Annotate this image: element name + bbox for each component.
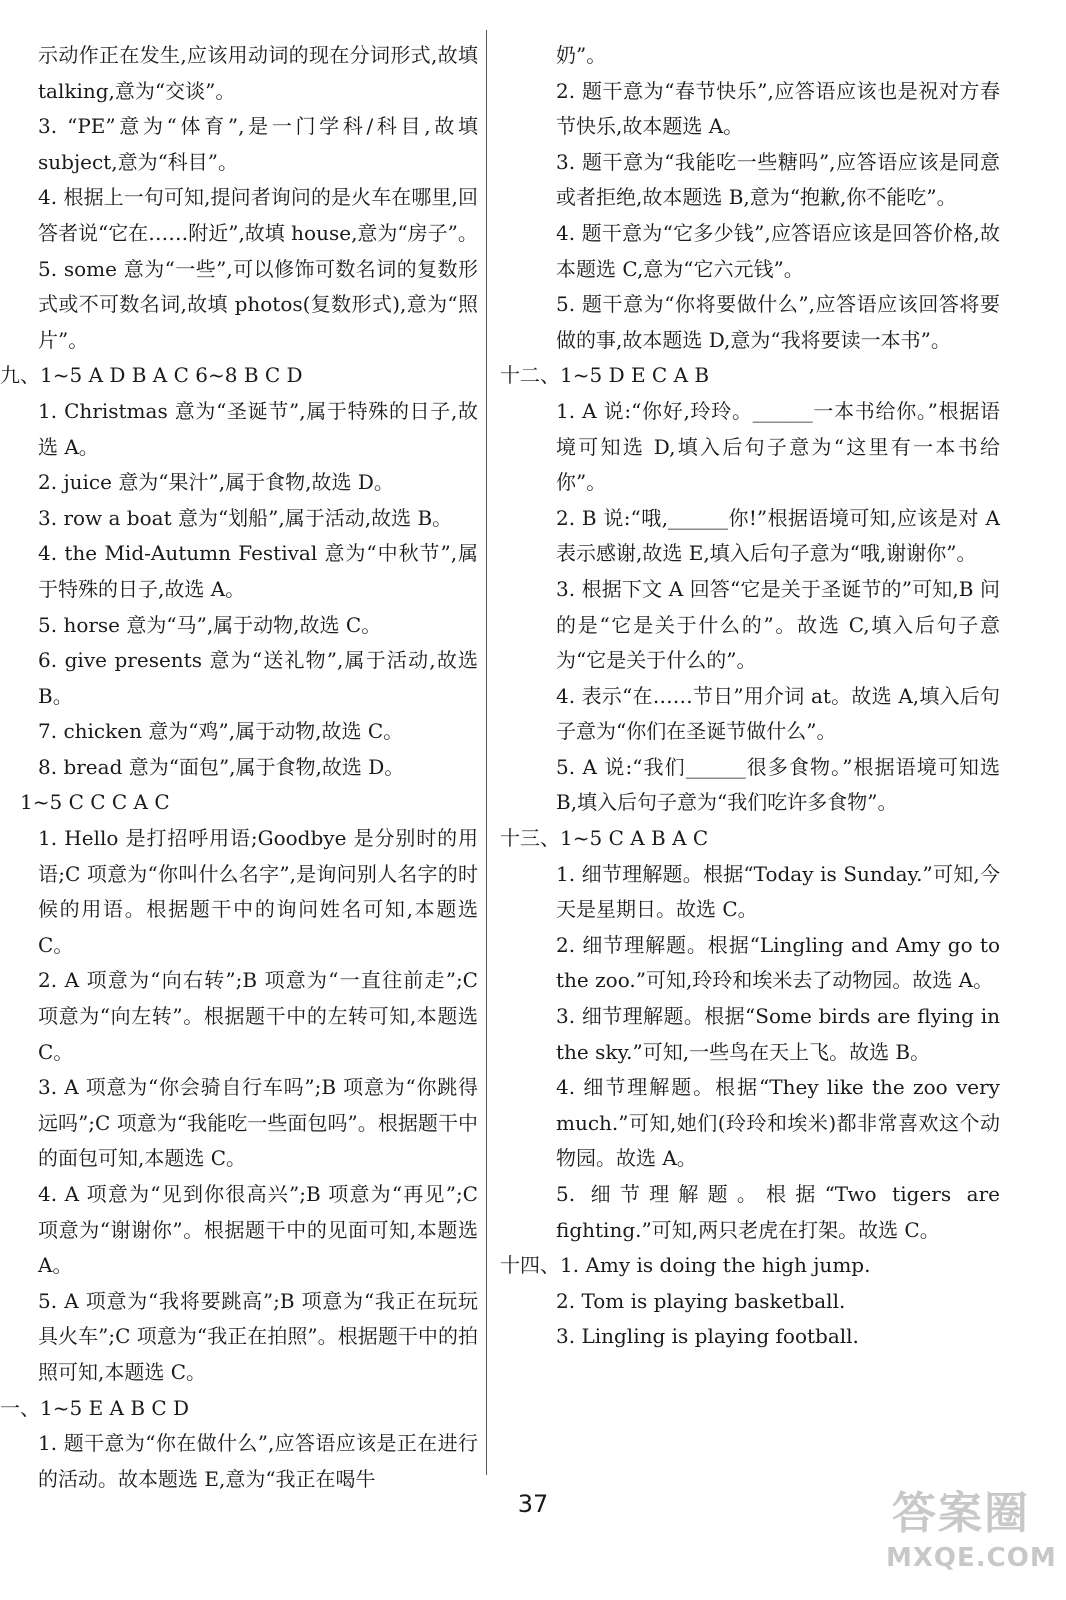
answer-paragraph: 4. 根据上一句可知,提问者询问的是火车在哪里,回答者说“它在……附近”,故填 house,意为“房子”。 [38,185,478,245]
answer-paragraph: 1. 细节理解题。根据“Today is Sunday.”可知,今天是星期日。故选 C。 [556,861,1000,922]
answer-paragraph: 3. 根据下文 A 回答“它是关于圣诞节的”可知,B 问的是“它是关于什么的”。故选 C,填入后句子意为“它是关于什么的”。 [556,576,1000,673]
answer-paragraph: 2. 细节理解题。根据“Lingling and Amy go to the zoo.”可知,玲玲和埃米去了动物园。故选 A。 [556,932,1000,993]
answer-paragraph: 2. Tom is playing basketball. [556,1288,846,1313]
section-heading: 十二、1~5 D E C A B [500,363,710,388]
answer-paragraph: 3. A 项意为“你会骑自行车吗”;B 项意为“你跳得远吗”;C 项意为“我能吃一些面包吗”。根据题干中的面包可知,本题选 C。 [38,1075,478,1171]
watermark-logo [886,1485,1057,1580]
answer-paragraph: 5. A 项意为“我将要跳高”;B 项意为“我正在玩玩具火车”;C 项意为“我正在拍照”。根据题干中的拍照可知,本题选 C。 [38,1288,478,1384]
answer-paragraph: 5. horse 意为“马”,属于动物,故选 C。 [38,612,382,637]
column-divider [486,30,487,1475]
left-column [0,38,478,1497]
answer-paragraph: 3. 细节理解题。根据“Some birds are flying in the sky.”可知,一些鸟在天上飞。故选 B。 [556,1004,1000,1064]
answer-paragraph: 4. A 项意为“见到你很高兴”;B 项意为“再见”;C 项意为“谢谢你”。根据题干中的见面可知,本题选 A。 [38,1182,478,1278]
answer-paragraph: 7. chicken 意为“鸡”,属于动物,故选 C。 [38,719,404,744]
section-heading: 一、1~5 E A B C D [0,1395,190,1420]
answer-paragraph: 奶”。 [556,43,607,67]
answer-paragraph: 2. 题干意为“春节快乐”,应答语应该也是祝对方春节快乐,故本题选 A。 [556,78,1000,139]
answer-paragraph: 6. give presents 意为“送礼物”,属于活动,故选 B。 [38,648,478,708]
answer-paragraph: 4. 表示“在……节日”用介词 at。故选 A,填入后句子意为“你们在圣诞节做什么”。 [556,683,1000,744]
answer-paragraph: 3. 题干意为“我能吃一些糖吗”,应答语应该是同意或者拒绝,故本题选 B,意为“抱歉,你不能吃”。 [556,149,1000,210]
answer-paragraph: 3. Lingling is playing football. [556,1324,859,1349]
section-heading: 1~5 C C C A C [20,790,170,815]
answer-paragraph: 1. A 说:“你好,玲玲。______一本书给你。”根据语境可知选 D,填入后句子意为“这里有一本书给你”。 [556,398,1000,495]
answer-paragraph: 示动作正在发生,应该用动词的现在分词形式,故填 talking,意为“交谈”。 [38,43,478,103]
section-heading: 十三、1~5 C A B A C [500,826,709,851]
answer-paragraph: 2. A 项意为“向右转”;B 项意为“一直往前走”;C 项意为“向左转”。根据题干中的左转可知,本题选 C。 [38,968,478,1064]
answer-paragraph: 2. juice 意为“果汁”,属于食物,故选 D。 [38,470,394,495]
answer-paragraph: 3. row a boat 意为“划船”,属于活动,故选 B。 [38,505,453,530]
answer-paragraph: 5. A 说:“我们______很多食物。”根据语境可知选 B,填入后句子意为“我们吃许多食物”。 [556,754,1000,815]
answer-paragraph: 3. “PE”意为“体育”,是一门学科/科目,故填 subject,意为“科目”。 [38,114,478,174]
answer-paragraph: 4. 题干意为“它多少钱”,应答语应该是回答价格,故本题选 C,意为“它六元钱”。 [556,220,1000,281]
page-number: 37 [517,1490,549,1518]
section-heading: 九、1~5 A D B A C 6~8 B C D [0,363,303,388]
answer-paragraph: 5. 细节理解题。根据“Two tigers are fighting.”可知,两只老虎在打架。故选 C。 [556,1182,1000,1242]
watermark-url: MXQE.COM [886,1543,1057,1573]
answer-paragraph: 4. the Mid-Autumn Festival 意为“中秋节”,属于特殊的日子,故选 A。 [38,541,478,601]
right-column [500,38,1000,1355]
answer-paragraph: 1. 题干意为“你在做什么”,应答语应该是正在进行的活动。故本题选 E,意为“我正在喝牛 [38,1431,478,1491]
watermark-logo-text: 答案圈 [892,1488,1030,1539]
answer-paragraph: 1. Hello 是打招呼用语;Goodbye 是分别时的用语;C 项意为“你叫什么名字”,是询问别人名字的时候的用语。根据题干中的询问姓名可知,本题选 C。 [38,826,478,957]
answer-paragraph: 4. 细节理解题。根据“They like the zoo very much.”可知,她们(玲玲和埃米)都非常喜欢这个动物园。故选 A。 [556,1075,1000,1171]
answer-paragraph: 8. bread 意为“面包”,属于食物,故选 D。 [38,754,405,779]
answer-paragraph: 5. some 意为“一些”,可以修饰可数名词的复数形式或不可数名词,故填 photos(复数形式),意为“照片”。 [38,256,478,352]
answer-paragraph: 5. 题干意为“你将要做什么”,应答语应该回答将要做的事,故本题选 D,意为“我将要读一本书”。 [556,292,1000,352]
answer-paragraph: 1. Christmas 意为“圣诞节”,属于特殊的日子,故选 A。 [38,398,478,459]
section-heading: 十四、1. Amy is doing the high jump. [500,1253,871,1278]
answer-paragraph: 2. B 说:“哦,______你!”根据语境可知,应该是对 A 表示感谢,故选 E,填入后句子意为“哦,谢谢你”。 [556,505,1000,566]
